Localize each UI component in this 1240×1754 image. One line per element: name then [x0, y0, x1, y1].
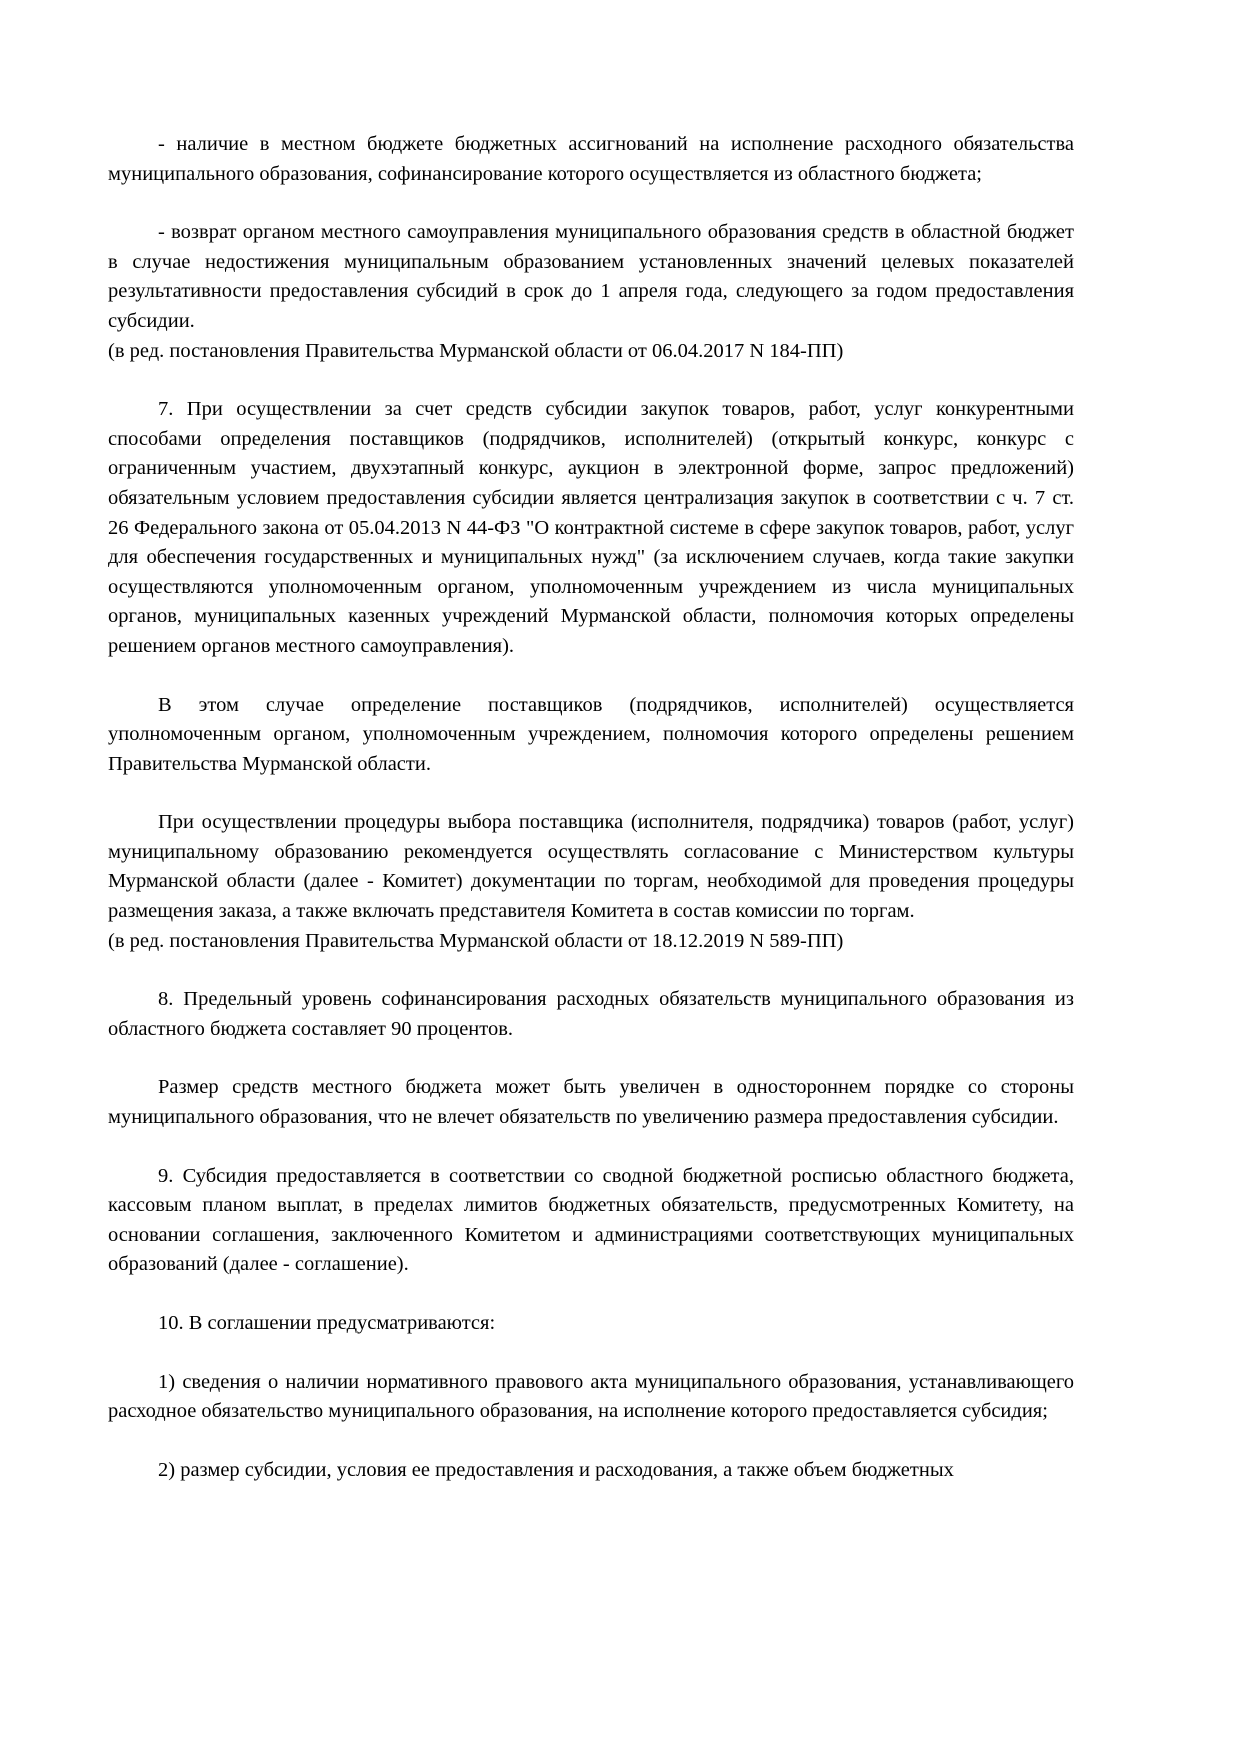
paragraph-spacer: [108, 662, 1074, 691]
paragraph-spacer: [108, 1133, 1074, 1162]
paragraph-spacer: [108, 189, 1074, 218]
paragraph-spacer: [108, 956, 1074, 985]
paragraph-spacer: [108, 1427, 1074, 1456]
document-text-column: [108, 130, 1074, 1485]
paragraph-spacer: [108, 1339, 1074, 1368]
paragraph-bullet-refund-to-regional-budget: - возврат органом местного самоуправления муниципального образования средств в областной бюджет в случае недостижения муниципальным образованием установленных значений целевых показателей результативности предоставления субсидий в срок до 1 апреля года, следующего за годом предоставления субсидии.: [108, 221, 1074, 332]
paragraph-spacer: [108, 1280, 1074, 1309]
paragraph-item-10-subitem-1: 1) сведения о наличии нормативного правового акта муниципального образования, устанавливающего расходное обязательство муниципального образования, на исполнение которого предоставляется субсидия;: [108, 1370, 1074, 1423]
amendment-reference-589-pp: (в ред. постановления Правительства Мурманской области от 18.12.2019 N 589-ПП): [108, 929, 844, 952]
paragraph-item-7-supplier-determination: В этом случае определение поставщиков (подрядчиков, исполнителей) осуществляется уполномоченным органом, уполномоченным учреждением, полномочия которого определены решением Правительства Мурманской области.: [108, 693, 1074, 775]
paragraph-item-10-agreement-intro: 10. В соглашении предусматриваются:: [158, 1312, 496, 1334]
paragraph-bullet-local-budget-appropriations: - наличие в местном бюджете бюджетных ассигнований на исполнение расходного обязательства муниципального образования, софинансирование которого осуществляется из областного бюджета;: [108, 133, 1074, 185]
paragraph-spacer: [108, 1044, 1074, 1073]
paragraph-item-7-procurement-centralization: 7. При осуществлении за счет средств субсидии закупок товаров, работ, услуг конкурентными способами определения поставщиков (подрядчиков, исполнителей) (открытый конкурс, конкурс с ограниченным участием, двухэтапный конкурс, аукцион в электронной форме, запрос предложений) обязательным условием предоставления субсидии является централизация закупок в соответствии с ч. 7 ст. 26 Федерального закона от 05.04.2013 N 44-ФЗ "О контрактной системе в сфере закупок товаров, работ, услуг для обеспечения государственных и муниципальных нужд" (за исключением случаев, когда такие закупки осуществляются уполномоченным органом, уполномоченным учреждением из числа муниципальных органов, муниципальных казенных учреждений Мурманской области, полномочия которых определены решением органов местного самоуправления).: [108, 398, 1074, 657]
amendment-reference-184-pp: (в ред. постановления Правительства Мурманской области от 06.04.2017 N 184-ПП): [108, 339, 844, 362]
paragraph-item-9-subsidy-provision-basis: 9. Субсидия предоставляется в соответствии со сводной бюджетной росписью областного бюджета, кассовым планом выплат, в пределах лимитов бюджетных обязательств, предусмотренных Комитету, на основании соглашения, заключенного Комитетом и администрациями соответствующих муниципальных образований (далее - соглашение).: [108, 1164, 1074, 1276]
paragraph-spacer: [108, 779, 1074, 808]
paragraph-spacer: [108, 366, 1074, 395]
paragraph-item-10-subitem-2: 2) размер субсидии, условия ее предоставления и расходования, а также объем бюджетных: [158, 1458, 954, 1481]
paragraph-item-7-supplier-selection-coordination: При осуществлении процедуры выбора поставщика (исполнителя, подрядчика) товаров (работ, услуг) муниципальному образованию рекомендуется осуществлять согласование с Министерством культуры Мурманской области (далее - Комитет) документации по торгам, необходимой для проведения процедуры размещения заказа, а также включать представителя Комитета в состав комиссии по торгам.: [108, 811, 1074, 923]
paragraph-item-8-local-budget-increase: Размер средств местного бюджета может быть увеличен в одностороннем порядке со стороны муниципального образования, что не влечет обязательств по увеличению размера предоставления субсидии.: [108, 1076, 1074, 1129]
paragraph-item-8-cofinancing-limit: 8. Предельный уровень софинансирования расходных обязательств муниципального образования из областного бюджета составляет 90 процентов.: [108, 988, 1074, 1040]
